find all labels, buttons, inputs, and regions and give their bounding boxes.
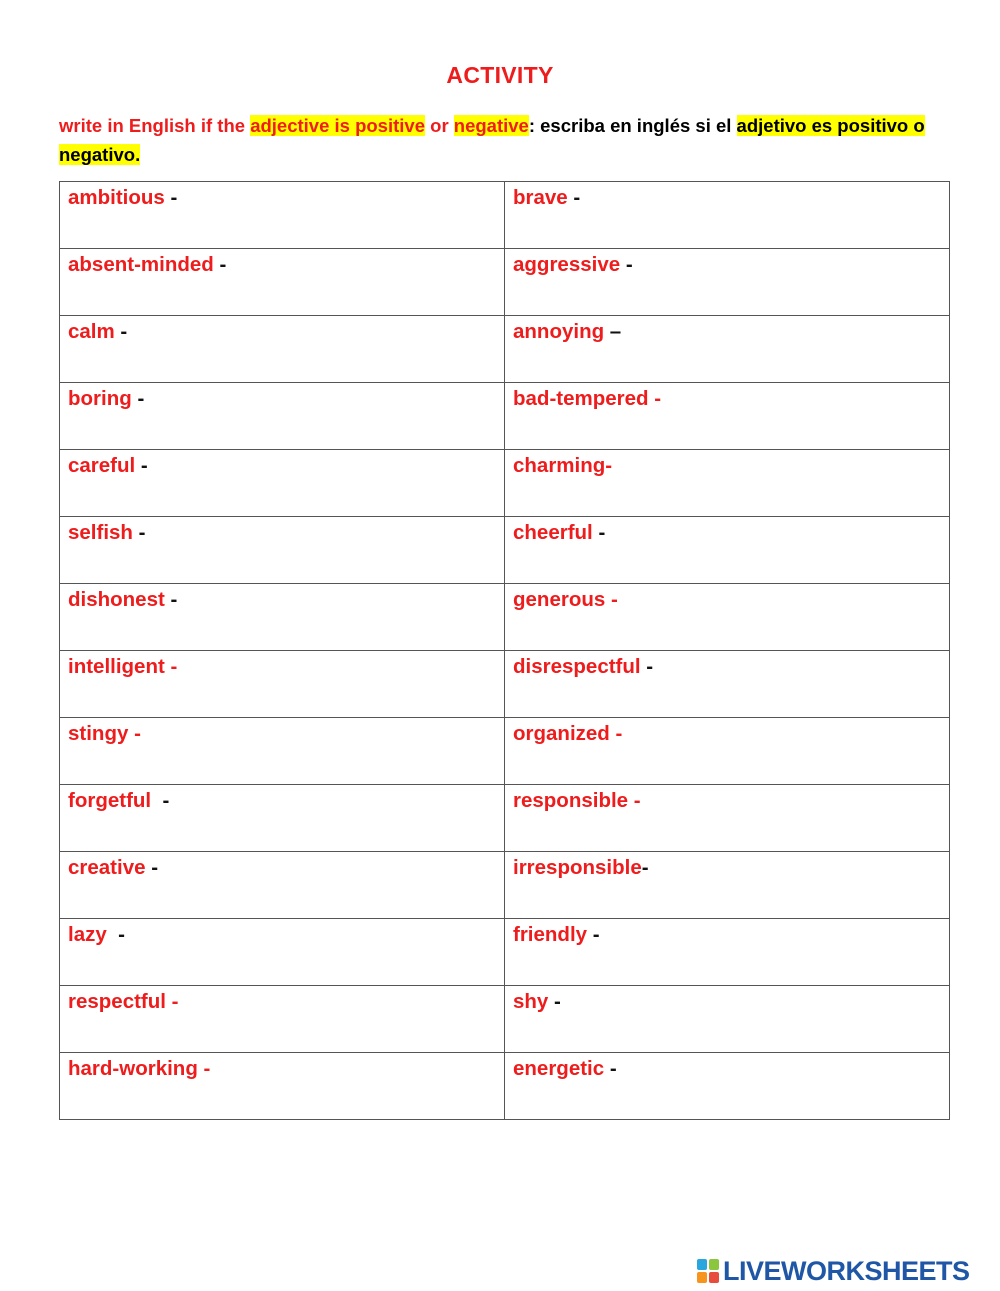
logo-mark-icon: [697, 1259, 719, 1283]
answer-dash: -: [548, 990, 561, 1013]
adjective-word: energetic: [513, 1057, 605, 1080]
answer-dash: -: [106, 923, 125, 946]
adjective-word: absent-minded: [68, 253, 214, 276]
adjective-cell[interactable]: [60, 316, 505, 383]
adjective-cell[interactable]: [505, 986, 950, 1053]
table-row: [60, 249, 950, 316]
adjective-word: annoying: [513, 320, 605, 343]
adjective-cell[interactable]: [60, 986, 505, 1053]
adjective-word: brave: [513, 186, 568, 209]
answer-dash: -: [592, 521, 606, 544]
adjective-cell[interactable]: [505, 517, 950, 584]
answer-dash: -: [567, 186, 581, 209]
adjective-cell[interactable]: [505, 852, 950, 919]
adjective-word: friendly: [513, 923, 588, 946]
table-row: [60, 986, 950, 1053]
answer-dash: -: [604, 1057, 617, 1080]
adjective-word: disrespectful: [513, 655, 641, 678]
table-row: [60, 517, 950, 584]
adjective-word: irresponsible: [513, 856, 642, 879]
adjective-cell[interactable]: [505, 718, 950, 785]
adjective-word: lazy: [68, 923, 107, 946]
answer-dash: -: [605, 588, 618, 611]
adjective-cell[interactable]: [505, 919, 950, 986]
adjective-word: hard-working: [68, 1057, 198, 1080]
adjective-word: careful: [68, 454, 136, 477]
table-row: [60, 182, 950, 249]
answer-dash: -: [131, 387, 145, 410]
adjective-cell[interactable]: [505, 1053, 950, 1120]
adjective-word: bad-tempered: [513, 387, 649, 410]
answer-dash: –: [604, 320, 622, 343]
adjective-word: dishonest: [68, 588, 165, 611]
adjective-word: boring: [68, 387, 132, 410]
adjective-word: stingy: [68, 722, 129, 745]
answer-dash: -: [609, 722, 623, 745]
answer-dash: -: [165, 990, 179, 1013]
adjective-cell[interactable]: [60, 584, 505, 651]
instructions-highlight-spanish: adjetivo es positivo o negativo.: [59, 115, 925, 165]
adjective-cell[interactable]: [505, 316, 950, 383]
answer-dash: -: [164, 186, 178, 209]
adjective-word: creative: [68, 856, 146, 879]
table-row: [60, 852, 950, 919]
table-row: [60, 785, 950, 852]
answer-dash: -: [587, 923, 600, 946]
answer-dash: -: [145, 856, 159, 879]
adjective-cell[interactable]: [60, 785, 505, 852]
adjective-word: cheerful: [513, 521, 593, 544]
activity-title: ACTIVITY: [446, 62, 554, 88]
adjective-cell[interactable]: [505, 651, 950, 718]
instructions-text-1: write in English if the: [59, 115, 251, 136]
adjective-word: generous: [513, 588, 606, 611]
adjective-word: calm: [68, 320, 115, 343]
adjective-cell[interactable]: [60, 1053, 505, 1120]
answer-dash: -: [128, 722, 141, 745]
adjective-cell[interactable]: [505, 182, 950, 249]
answer-dash: -: [620, 253, 633, 276]
adjective-word: forgetful: [68, 789, 152, 812]
table-row: [60, 1053, 950, 1120]
instructions-text-or: or: [425, 115, 454, 136]
adjective-word: selfish: [68, 521, 133, 544]
logo-square-4: [709, 1272, 719, 1283]
adjective-cell[interactable]: [505, 383, 950, 450]
logo-text: LIVEWORKSHEETS: [723, 1255, 970, 1286]
adjective-word: intelligent: [68, 655, 165, 678]
table-row: [60, 450, 950, 517]
logo-square-1: [697, 1259, 707, 1270]
answer-dash: -: [164, 588, 178, 611]
instructions-highlight-negative: negative: [453, 115, 529, 136]
answer-dash: -: [197, 1057, 211, 1080]
answer-dash: -: [213, 253, 227, 276]
logo-square-2: [709, 1259, 719, 1270]
adjective-word: shy: [513, 990, 549, 1013]
answer-dash: -: [628, 789, 641, 812]
table-row: [60, 383, 950, 450]
adjective-cell[interactable]: [60, 718, 505, 785]
table-row: [60, 584, 950, 651]
answer-dash: -: [640, 655, 654, 678]
instructions-spanish-text: : escriba en inglés si el: [528, 115, 737, 136]
adjective-cell[interactable]: [60, 651, 505, 718]
answer-dash: -: [135, 454, 148, 477]
table-row: [60, 316, 950, 383]
answer-dash: -: [151, 789, 170, 812]
adjective-word: respectful: [68, 990, 166, 1013]
adjective-cell[interactable]: [505, 584, 950, 651]
adjective-cell[interactable]: [60, 450, 505, 517]
adjective-word: charming: [513, 454, 606, 477]
instructions-highlight-positive: adjective is positive: [250, 115, 425, 136]
adjective-word: responsible: [513, 789, 629, 812]
adjective-cell[interactable]: [60, 383, 505, 450]
adjective-cell[interactable]: [505, 785, 950, 852]
table-row: [60, 651, 950, 718]
table-row: [60, 718, 950, 785]
answer-dash: -: [641, 856, 649, 879]
adjective-word: organized: [513, 722, 610, 745]
instructions: [59, 111, 939, 169]
answer-dash: -: [132, 521, 146, 544]
logo-square-3: [697, 1272, 707, 1283]
adjective-cell[interactable]: [60, 517, 505, 584]
adjective-cell[interactable]: [60, 182, 505, 249]
answer-dash: -: [648, 387, 662, 410]
answer-dash: -: [605, 454, 613, 477]
adjectives-table: [59, 181, 950, 1120]
adjective-cell[interactable]: [505, 450, 950, 517]
table-row: [60, 919, 950, 986]
adjective-cell[interactable]: [60, 919, 505, 986]
adjective-cell[interactable]: [505, 249, 950, 316]
adjective-word: aggressive: [513, 253, 621, 276]
answer-dash: -: [164, 655, 178, 678]
adjective-cell[interactable]: [60, 852, 505, 919]
answer-dash: -: [114, 320, 128, 343]
liveworksheets-logo: [697, 1256, 970, 1286]
adjective-cell[interactable]: [60, 249, 505, 316]
adjectives-table-body: [60, 182, 950, 1120]
adjective-word: ambitious: [68, 186, 165, 209]
